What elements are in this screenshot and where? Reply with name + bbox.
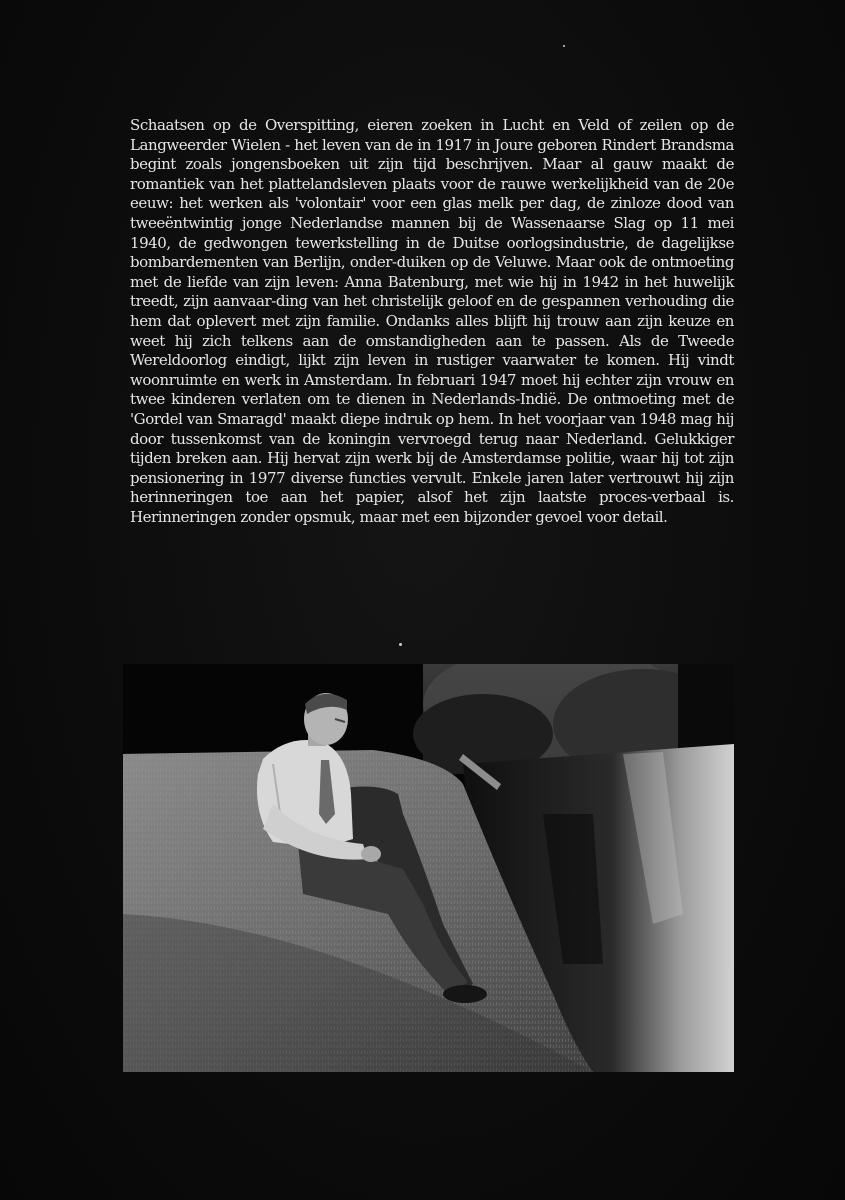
dust-speck: [399, 643, 402, 646]
portrait-photo: [123, 664, 734, 1072]
photo-illustration: [123, 664, 734, 1072]
dust-speck: [563, 45, 565, 47]
cover-blurb: Schaatsen op de Overspitting, eieren zoeken in Lucht en Veld of zeilen op de Langweerder Wielen - het leven van de in 1917 in Joure geboren Rindert Brandsma begint zoals jongensboeken uit zijn tijd beschrijven. Maar al gauw maakt de romantiek van het plattelandsleven plaats voor de rauwe werkelijkheid van de 20e eeuw: het werken als 'volontair' voor een glas melk per dag, de zinloze dood van tweeëntwintig jonge Nederlandse mannen bij de Wassenaarse Slag op 11 mei 1940, de gedwongen tewerkstelling in de Duitse oorlogsindustrie, de dagelijkse bombardementen van Berlijn, onder-duiken op de Veluwe. Maar ook de ontmoeting met de liefde van zijn leven: Anna Batenburg, met wie hij in 1942 in het huwelijk treedt, zijn aanvaar-ding van het christelijk geloof en de gespannen verhouding die hem dat oplevert met zijn familie. Ondanks alles blijft hij trouw aan zijn keuze en weet hij zich telkens aan de omstandigheden aan te passen. Als de Tweede Wereldoorlog eindigt, lijkt zijn leven in rustiger vaarwater te komen. Hij vindt woonruimte en werk in Amsterdam. In februari 1947 moet hij echter zijn vrouw en twee kinderen verlaten om te dienen in Nederlands-Indië. De ontmoeting met de 'Gordel van Smaragd' maakt diepe indruk op hem. In het voorjaar van 1948 mag hij door tussenkomst van de koningin vervroegd terug naar Nederland. Gelukkiger tijden breken aan. Hij hervat zijn werk bij de Amsterdamse politie, waar hij tot zijn pensionering in 1977 diverse functies vervult. Enkele jaren later vertrouwt hij zijn herinneringen toe aan het papier, alsof het zijn laatste proces-verbaal is. Herinneringen zonder opsmuk, maar met een bijzonder gevoel voor detail.: [130, 116, 734, 526]
